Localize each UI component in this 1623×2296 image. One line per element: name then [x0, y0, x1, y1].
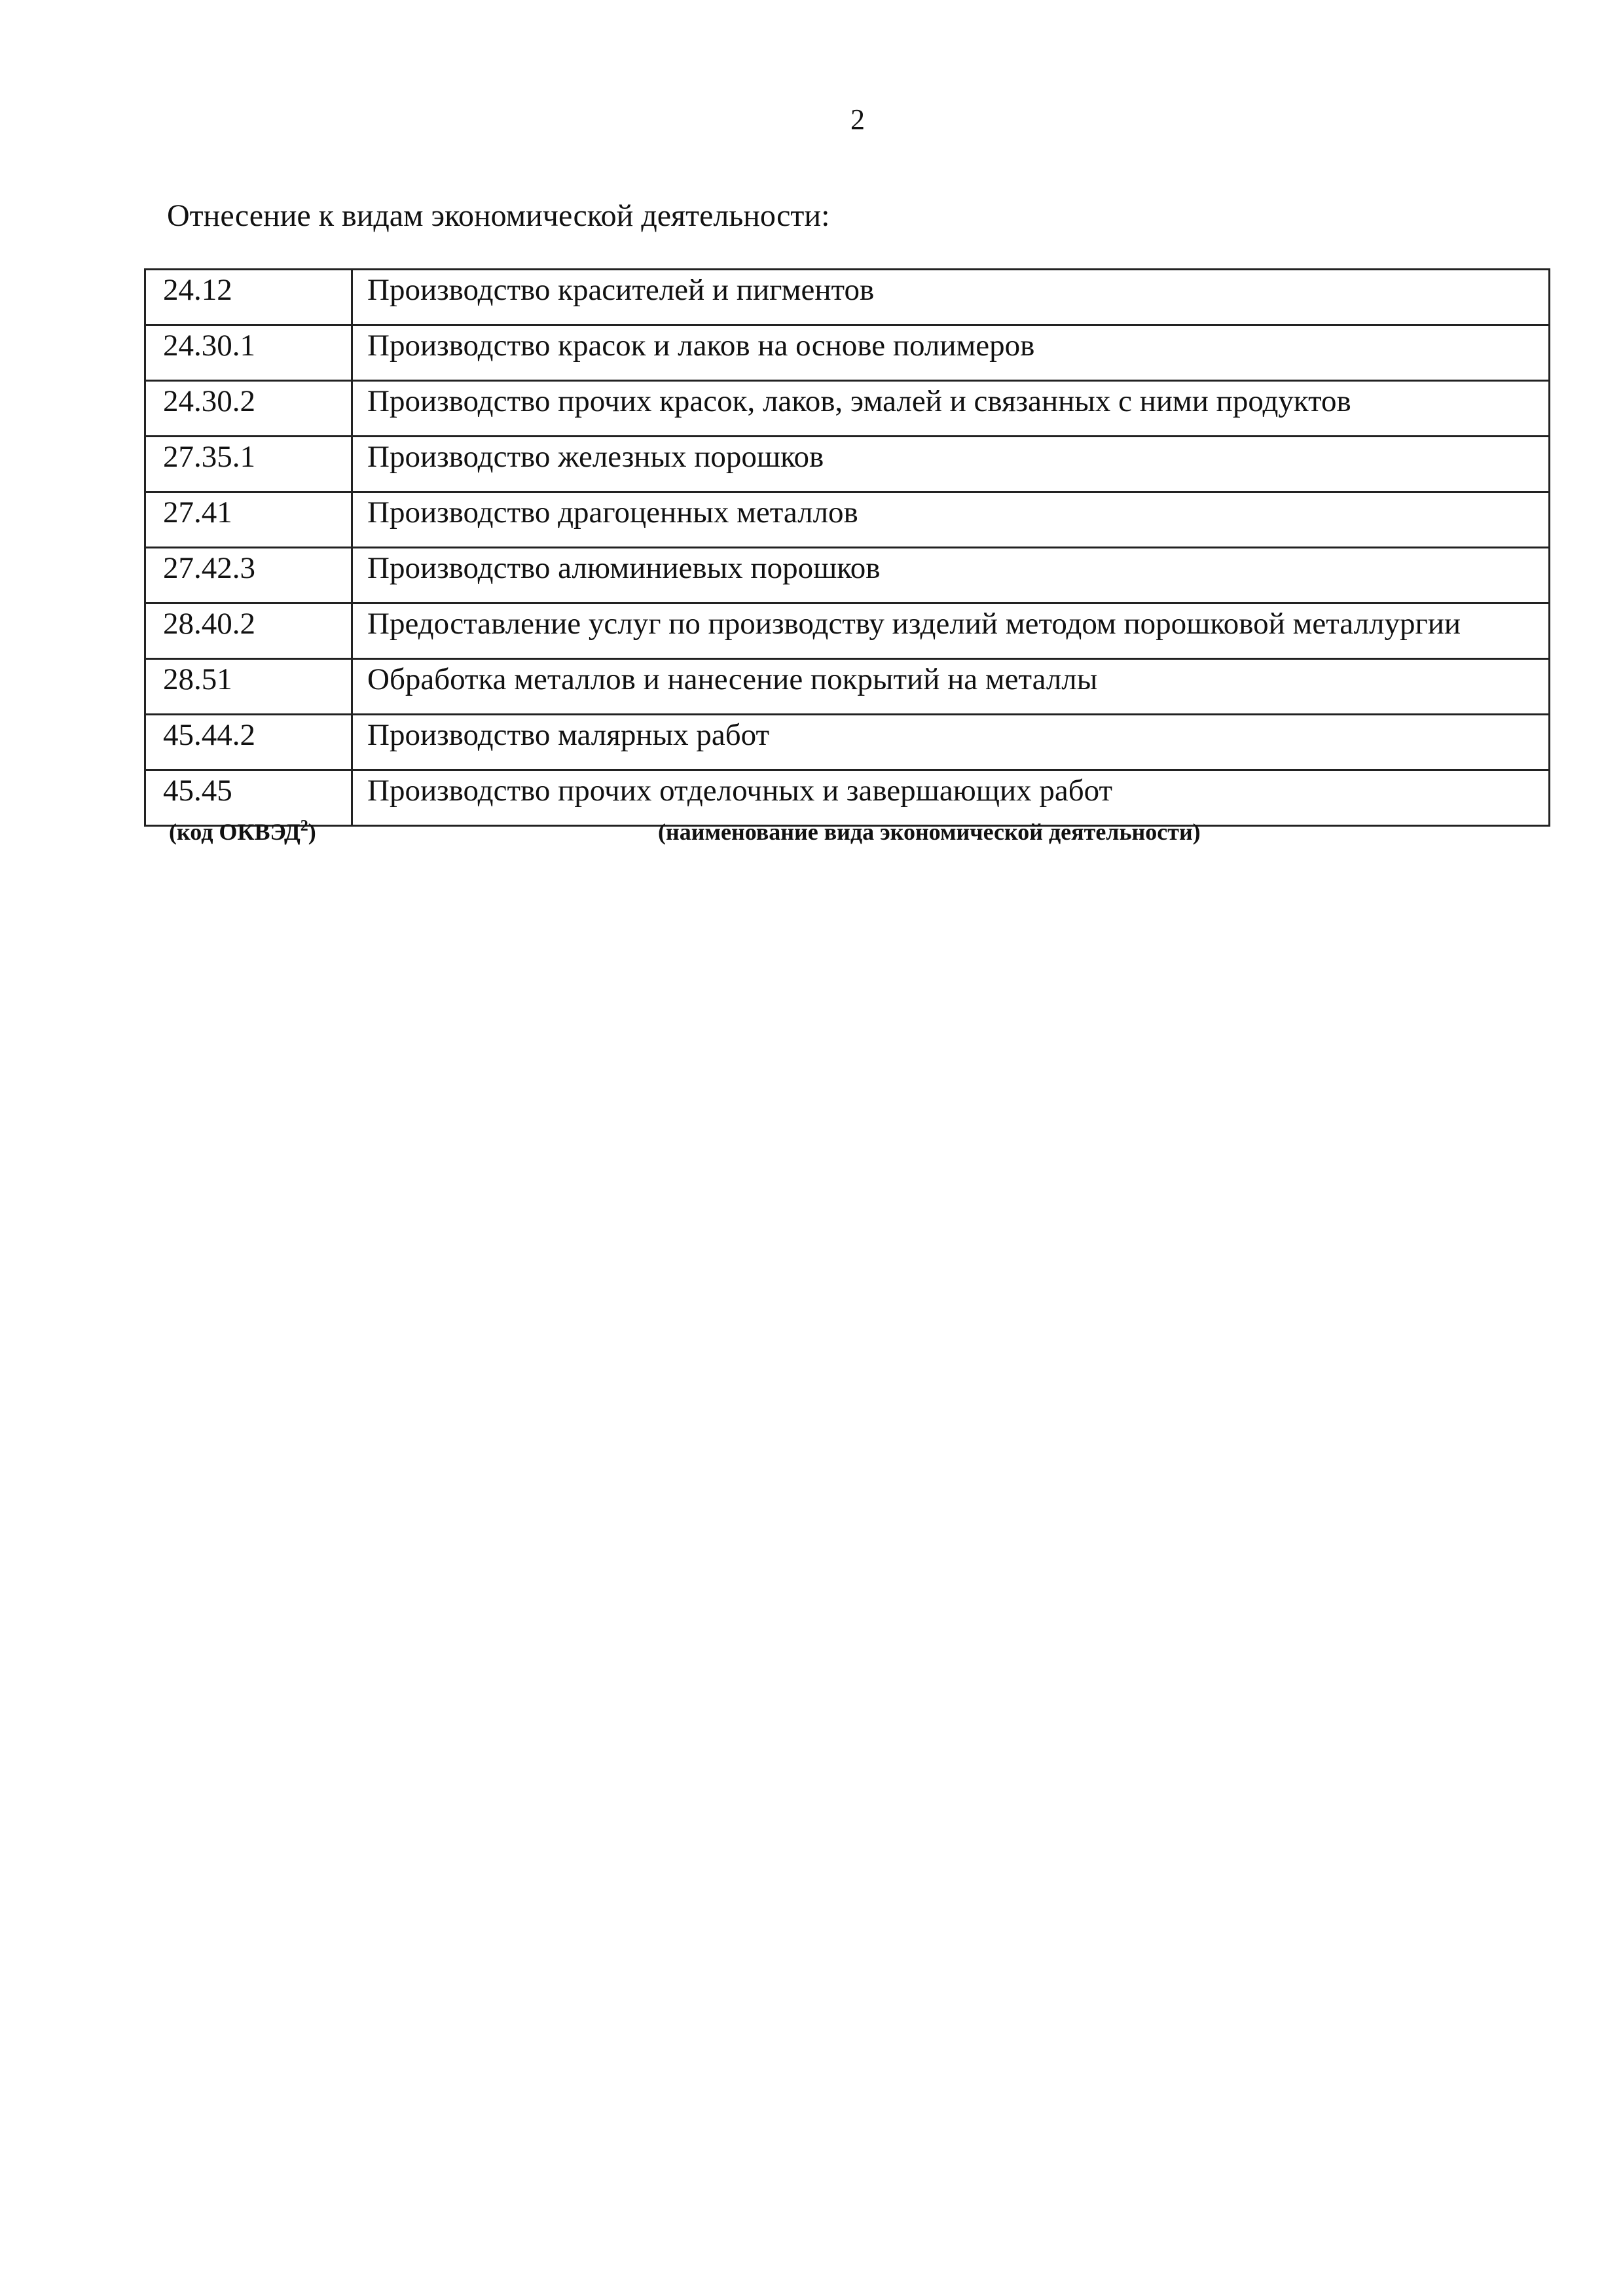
okved-code-cell: 27.41: [145, 492, 352, 548]
okved-code-cell: 45.45: [145, 770, 352, 826]
table-row: [145, 603, 1550, 659]
table-row: [145, 548, 1550, 603]
table-row: [145, 325, 1550, 381]
okved-code-cell: 28.40.2: [145, 603, 352, 659]
activity-name-cell: Производство алюминиевых порошков: [352, 548, 1550, 603]
activity-name-cell: Производство прочих отделочных и завершающих работ: [352, 770, 1550, 826]
okved-code-cell: 28.51: [145, 659, 352, 715]
activity-name-cell: Производство прочих красок, лаков, эмалей и связанных с ними продуктов: [352, 381, 1550, 437]
okved-code-cell: 24.30.2: [145, 381, 352, 437]
table-row: [145, 659, 1550, 715]
okved-code-cell: 45.44.2: [145, 715, 352, 770]
okved-table: [144, 268, 1550, 827]
table-row: [145, 715, 1550, 770]
code-column-caption: [169, 818, 316, 846]
okved-code-cell: 27.35.1: [145, 437, 352, 492]
name-column-caption: (наименование вида экономической деятельности): [658, 819, 1201, 845]
activity-name-cell: Производство красителей и пигментов: [352, 270, 1550, 325]
table-row: [145, 492, 1550, 548]
section-heading: Отнесение к видам экономической деятельности:: [167, 198, 830, 233]
activity-name-cell: Обработка металлов и нанесение покрытий на металлы: [352, 659, 1550, 715]
activity-name-cell: Производство красок и лаков на основе полимеров: [352, 325, 1550, 381]
table-row: [145, 770, 1550, 826]
table-row: [145, 437, 1550, 492]
page-number: 2: [850, 103, 865, 135]
okved-code-cell: 27.42.3: [145, 548, 352, 603]
activity-name-cell: Производство малярных работ: [352, 715, 1550, 770]
code-caption-close: ): [308, 819, 316, 845]
table-row: [145, 381, 1550, 437]
activity-name-cell: Производство драгоценных металлов: [352, 492, 1550, 548]
table-row: [145, 270, 1550, 325]
activity-name-cell: Предоставление услуг по производству изделий методом порошковой металлургии: [352, 603, 1550, 659]
code-caption-text: (код ОКВЭД: [169, 819, 301, 845]
okved-code-cell: 24.12: [145, 270, 352, 325]
footnote-marker: 2: [300, 817, 308, 834]
activity-name-cell: Производство железных порошков: [352, 437, 1550, 492]
okved-code-cell: 24.30.1: [145, 325, 352, 381]
